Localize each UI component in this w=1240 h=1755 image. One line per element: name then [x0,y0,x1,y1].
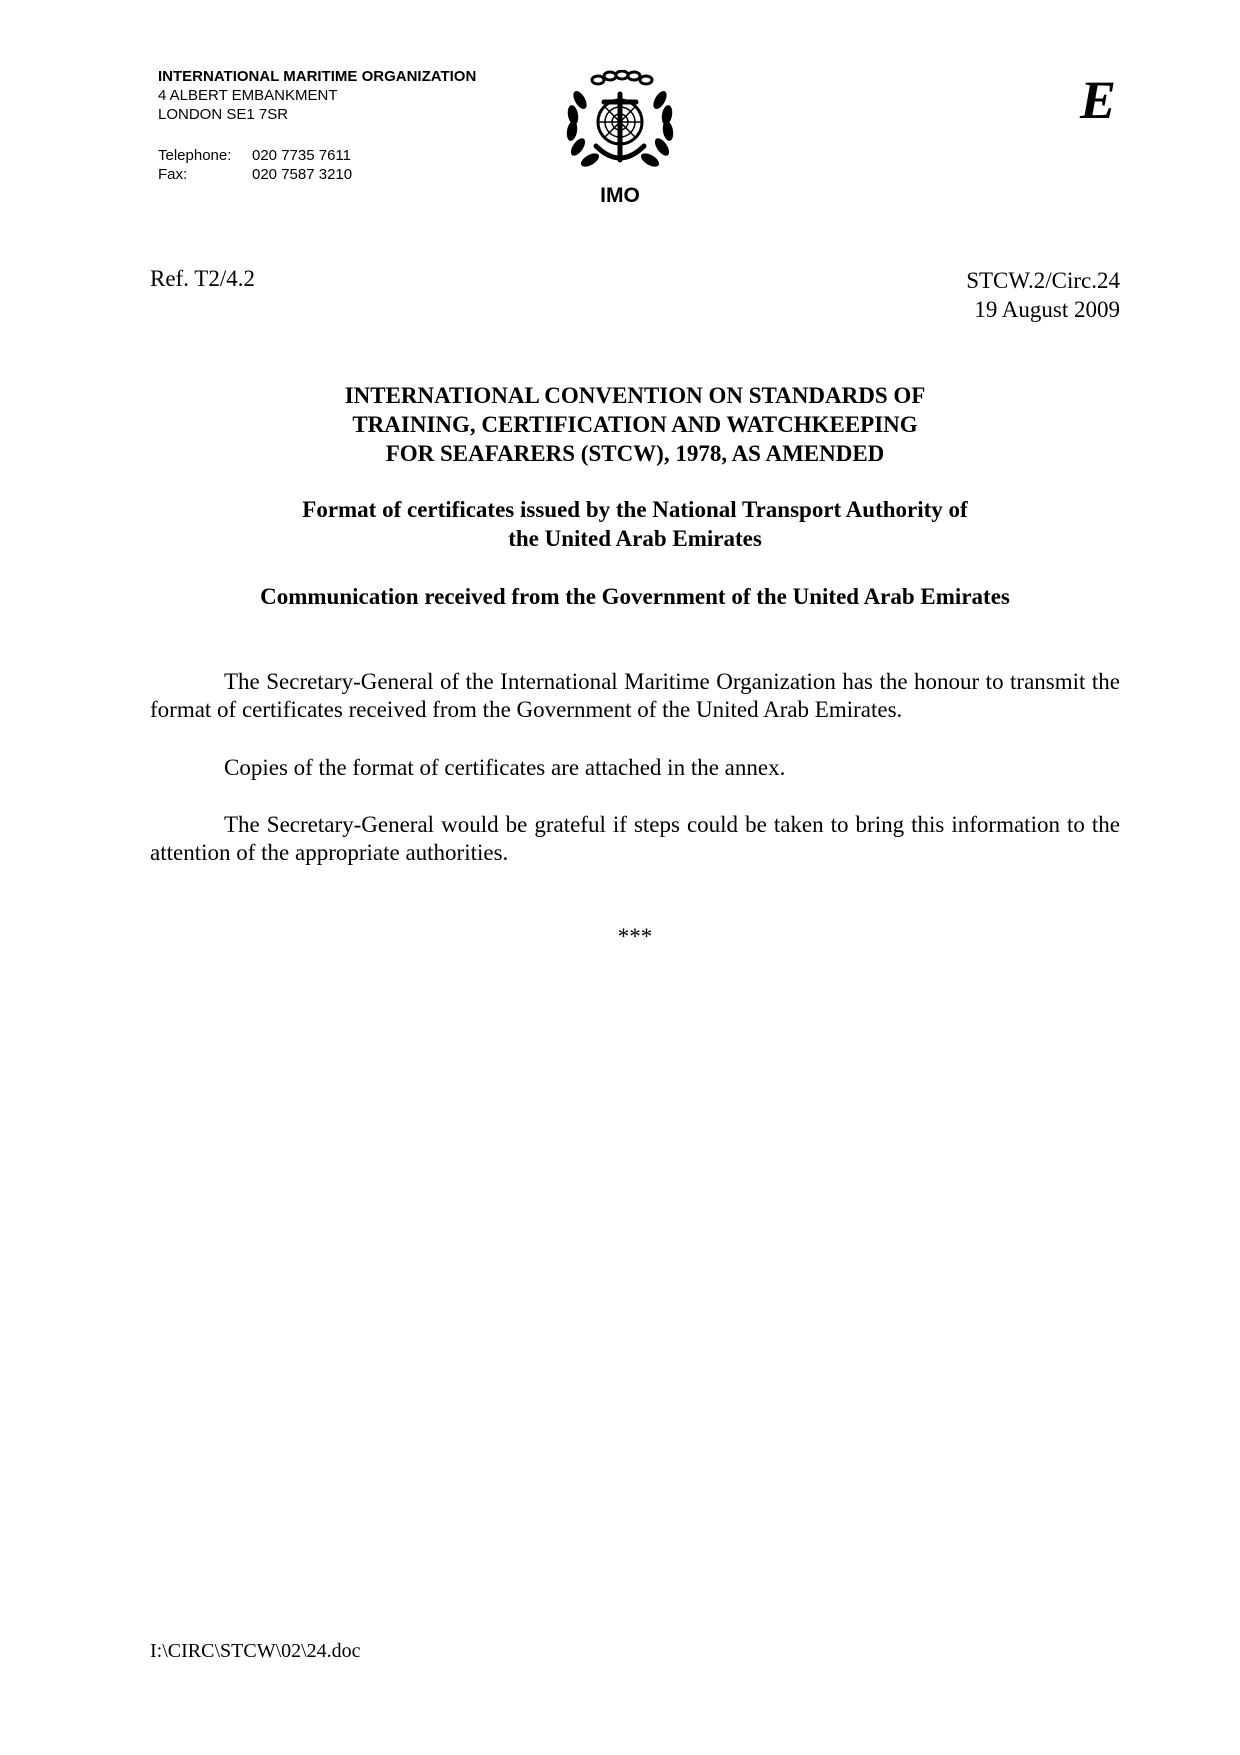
body-paragraph-1-text: The Secretary-General of the International Maritime Organization has the honour to transmit the format of certificates received from the Government of the United Arab Emirates. [150,669,1120,722]
convention-title [150,381,1120,468]
file-path-footer: I:\CIRC\STCW\02\24.doc [150,1640,361,1662]
convention-title-line-1: INTERNATIONAL CONVENTION ON STANDARDS OF [344,383,926,408]
body-paragraph-3-text: The Secretary-General would be grateful if steps could be taken to bring this information to the attention of the appropriate authorities. [150,812,1120,865]
language-code: E [1079,70,1116,130]
organization-name: INTERNATIONAL MARITIME ORGANIZATION [158,68,477,85]
telephone-value: 020 7735 7611 [252,147,351,164]
reference-number: Ref. T2/4.2 [150,266,255,291]
letterhead-contact [158,146,352,184]
fax-row [158,165,352,184]
document-reference [966,266,1120,324]
end-marker: *** [617,924,653,949]
subject-title-line-2: the United Arab Emirates [508,526,762,551]
letterhead-address [158,67,476,124]
imo-emblem-icon [560,70,680,180]
logo-label: IMO [600,184,640,207]
body-paragraph-2 [150,754,1120,782]
convention-title-line-3: FOR SEAFARERS (STCW), 1978, AS AMENDED [385,441,885,466]
communication-title: Communication received from the Government of the United Arab Emirates [260,584,1010,609]
fax-label: Fax: [158,166,188,183]
body-paragraph-1 [150,668,1120,724]
subject-title-line-1: Format of certificates issued by the National Transport Authority of [302,497,968,522]
body-paragraph-3 [150,811,1120,867]
address-line-2: LONDON SE1 7SR [158,106,289,123]
document-date: 19 August 2009 [974,297,1120,322]
telephone-label: Telephone: [158,147,232,164]
document-symbol: STCW.2/Circ.24 [966,268,1120,293]
convention-title-line-2: TRAINING, CERTIFICATION AND WATCHKEEPING [352,412,918,437]
subject-title [150,495,1120,553]
body-paragraph-2-text: Copies of the format of certificates are attached in the annex. [224,755,786,780]
fax-value: 020 7587 3210 [252,166,353,183]
telephone-row [158,146,352,165]
address-line-1: 4 ALBERT EMBANKMENT [158,87,338,104]
